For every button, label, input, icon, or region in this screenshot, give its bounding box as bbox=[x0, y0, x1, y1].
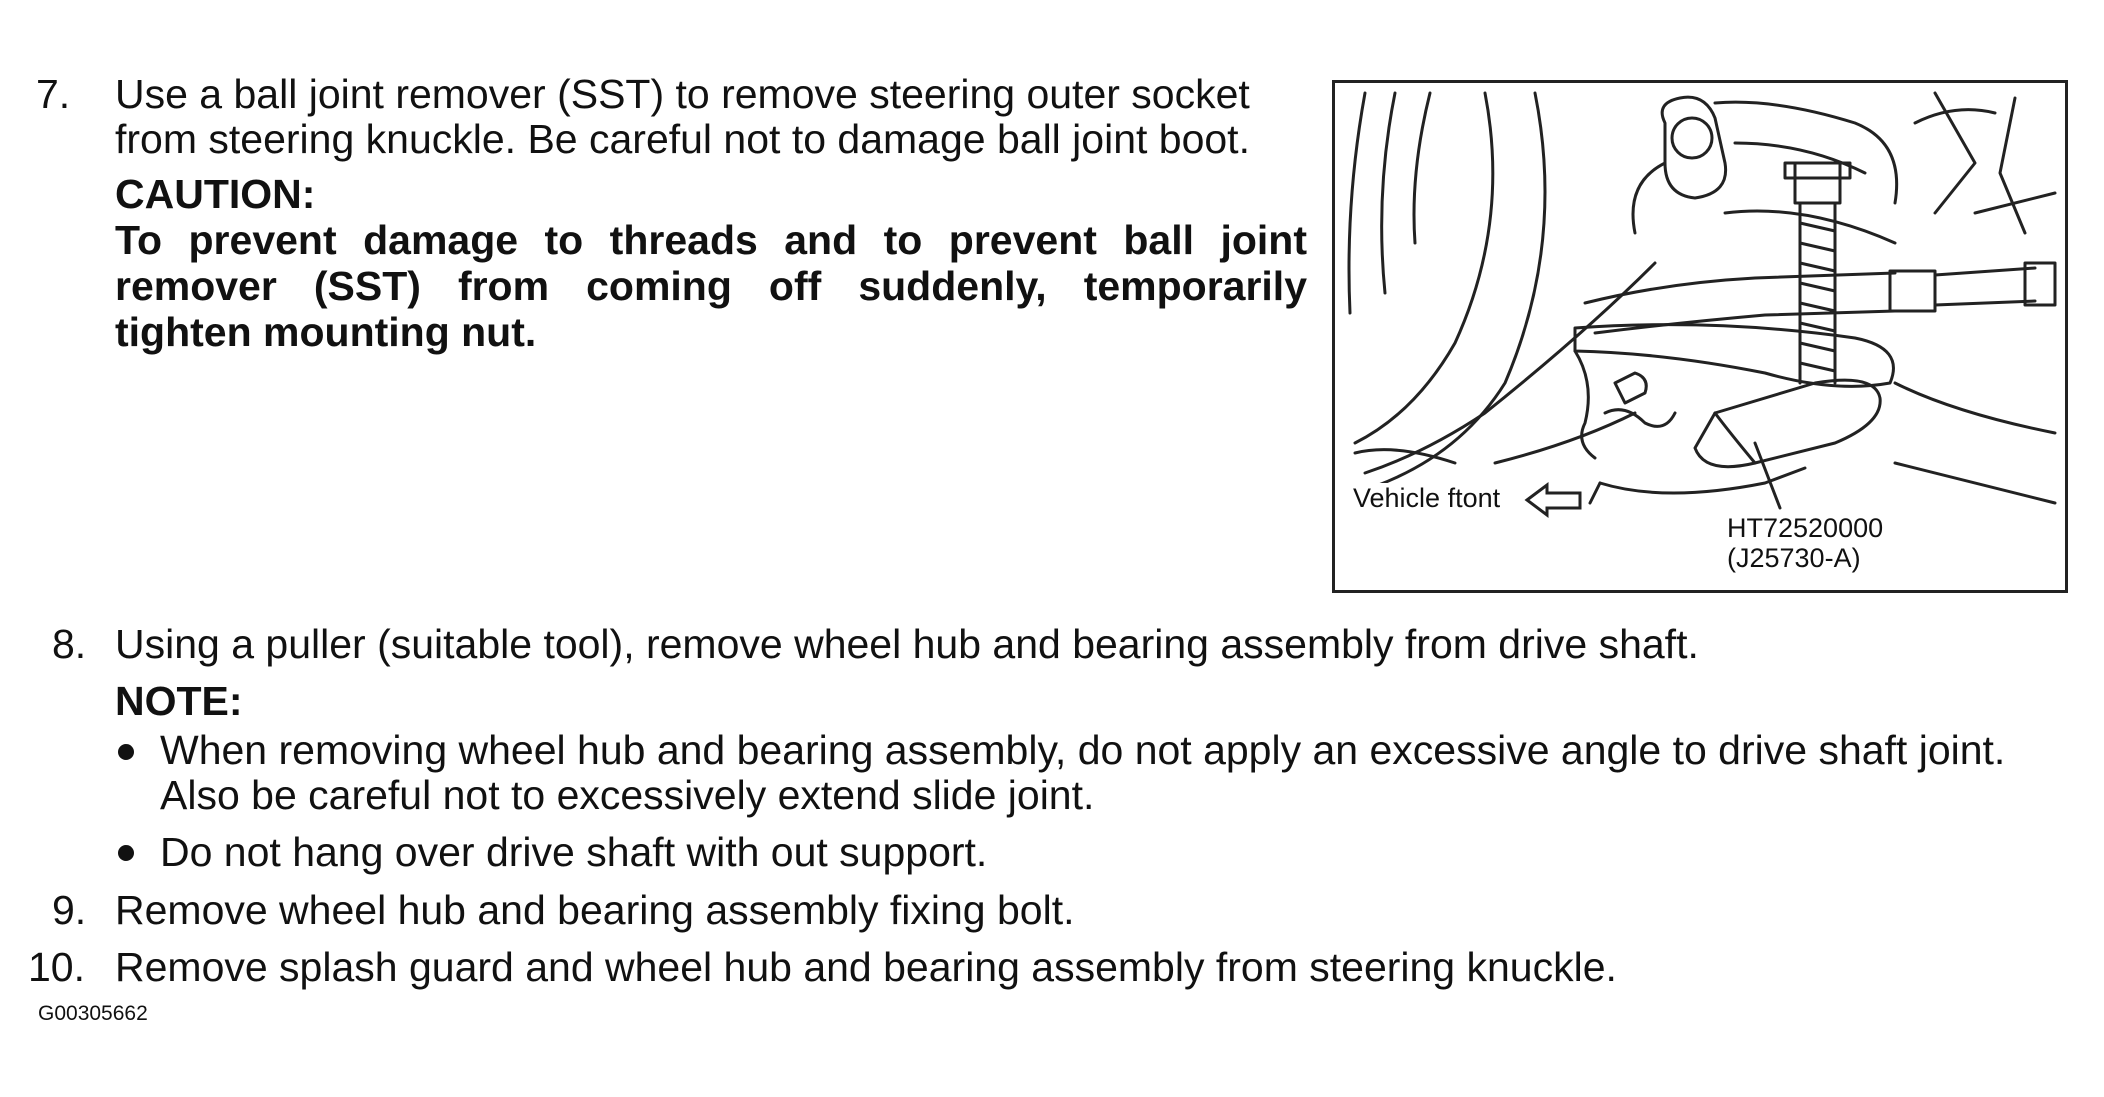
caution-text-line3: tighten mounting nut. bbox=[115, 309, 537, 355]
vehicle-front-arrow-icon bbox=[1527, 485, 1580, 515]
caution-label: CAUTION: bbox=[115, 171, 316, 217]
tool-alt-number: (J25730-A) bbox=[1727, 543, 1861, 573]
note-label: NOTE: bbox=[115, 678, 243, 724]
caution-text-line2: remover (SST) from coming off suddenly, temporarily bbox=[115, 263, 1307, 309]
figure-code: G00305662 bbox=[38, 1002, 148, 1025]
bullet-icon bbox=[118, 744, 134, 760]
ball-joint-remover-illustration bbox=[1335, 83, 2065, 590]
bullet-icon bbox=[118, 845, 134, 861]
step-7-number: 7. bbox=[36, 71, 71, 117]
step-7-text-line2: from steering knuckle. Be careful not to damage ball joint boot. bbox=[115, 116, 1250, 162]
step-8-number: 8. bbox=[52, 621, 87, 667]
tool-part-number: HT72520000 bbox=[1727, 513, 1884, 543]
step-8-text: Using a puller (suitable tool), remove wheel hub and bearing assembly from drive shaft. bbox=[115, 621, 1699, 667]
note-bullet-1-line1: When removing wheel hub and bearing assembly, do not apply an excessive angle to drive shaft joint. bbox=[160, 727, 2006, 773]
note-bullet-2: Do not hang over drive shaft with out support. bbox=[160, 829, 988, 875]
caution-text-line1: To prevent damage to threads and to prevent ball joint bbox=[115, 217, 1307, 263]
step-9-text: Remove wheel hub and bearing assembly fixing bolt. bbox=[115, 887, 1075, 933]
note-bullet-1-line2: Also be careful not to excessively extend slide joint. bbox=[160, 772, 1095, 818]
step-7-text-line1: Use a ball joint remover (SST) to remove steering outer socket bbox=[115, 71, 1250, 117]
step-10-text: Remove splash guard and wheel hub and bearing assembly from steering knuckle. bbox=[115, 944, 1617, 990]
step-9-number: 9. bbox=[52, 887, 87, 933]
step-10-number: 10. bbox=[28, 944, 85, 990]
ball-joint-remover-figure bbox=[1332, 80, 2068, 593]
vehicle-front-label: Vehicle ftont bbox=[1353, 483, 1501, 513]
